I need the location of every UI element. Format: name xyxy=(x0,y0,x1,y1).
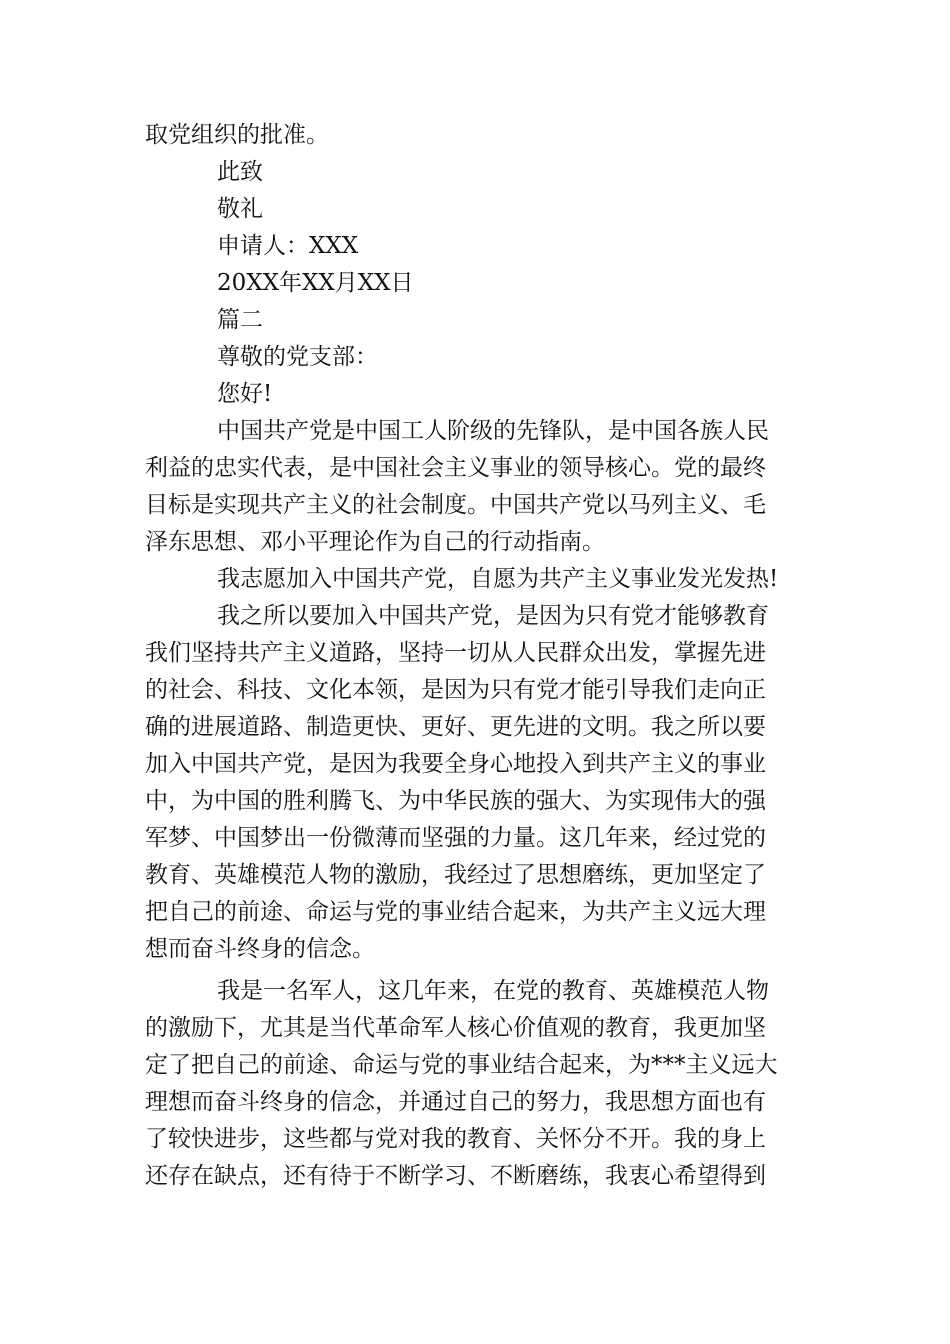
applicant-line: 申请人：XXX xyxy=(217,233,359,259)
paragraph-line: 利益的忠实代表，是中国社会主义事业的领导核心。党的最终 xyxy=(145,455,766,481)
paragraph-line: 泽东思想、邓小平理论作为自己的行动指南。 xyxy=(145,529,605,555)
paragraph-line: 加入中国共产党，是因为我要全身心地投入到共产主义的事业 xyxy=(145,751,766,777)
paragraph-line: 的社会、科技、文化本领，是因为只有党才能引导我们走向正 xyxy=(145,677,766,703)
paragraph-4 xyxy=(145,973,805,1195)
paragraph-line: 我是一名军人，这几年来，在党的教育、英雄模范人物 xyxy=(217,978,769,1004)
document-page xyxy=(145,117,805,1195)
section-title: 篇二 xyxy=(217,307,263,333)
paragraph-line: 还存在缺点，还有待于不断学习、不断磨练，我衷心希望得到 xyxy=(145,1163,766,1189)
salute-line-1: 此致 xyxy=(217,159,263,185)
paragraph-line: 定了把自己的前途、命运与党的事业结合起来，为***主义远大 xyxy=(145,1052,778,1078)
paragraph-line: 的激励下，尤其是当代革命军人核心价值观的教育，我更加坚 xyxy=(145,1015,766,1041)
greeting-line: 尊敬的党支部： xyxy=(217,344,378,370)
paragraph-line: 中，为中国的胜利腾飞、为中华民族的强大、为实现伟大的强 xyxy=(145,788,766,814)
paragraph-line: 军梦、中国梦出一份微薄而坚强的力量。这几年来，经过党的 xyxy=(145,825,766,851)
paragraph-line: 中国共产党是中国工人阶级的先锋队，是中国各族人民 xyxy=(217,418,769,444)
paragraph-1 xyxy=(145,413,805,561)
paragraph-line: 理想而奋斗终身的信念，并通过自己的努力，我思想方面也有 xyxy=(145,1089,766,1115)
paragraph-line: 把自己的前途、命运与党的事业结合起来，为共产主义远大理 xyxy=(145,899,766,925)
paragraph-line: 想而奋斗终身的信念。 xyxy=(145,936,375,962)
paragraph-2 xyxy=(145,561,805,598)
paragraph-line: 目标是实现共产主义的社会制度。中国共产党以马列主义、毛 xyxy=(145,492,766,518)
hello-line: 您好! xyxy=(217,381,273,407)
paragraph-line: 我们坚持共产主义道路，坚持一切从人民群众出发，掌握先进 xyxy=(145,640,766,666)
paragraph-line: 了较快进步，这些都与党对我的教育、关怀分不开。我的身上 xyxy=(145,1126,766,1152)
salute-line-2: 敬礼 xyxy=(217,196,263,222)
date-line: 20XX年XX月XX日 xyxy=(217,270,414,296)
paragraph-line: 教育、英雄模范人物的激励，我经过了思想磨练，更加坚定了 xyxy=(145,862,766,888)
opening-fragment: 取党组织的批准。 xyxy=(145,122,329,148)
paragraph-line: 确的进展道路、制造更快、更好、更先进的文明。我之所以要 xyxy=(145,714,766,740)
paragraph-line: 我志愿加入中国共产党，自愿为共产主义事业发光发热! xyxy=(217,566,779,592)
paragraph-line: 我之所以要加入中国共产党，是因为只有党才能够教育 xyxy=(217,603,769,629)
paragraph-3 xyxy=(145,598,805,968)
